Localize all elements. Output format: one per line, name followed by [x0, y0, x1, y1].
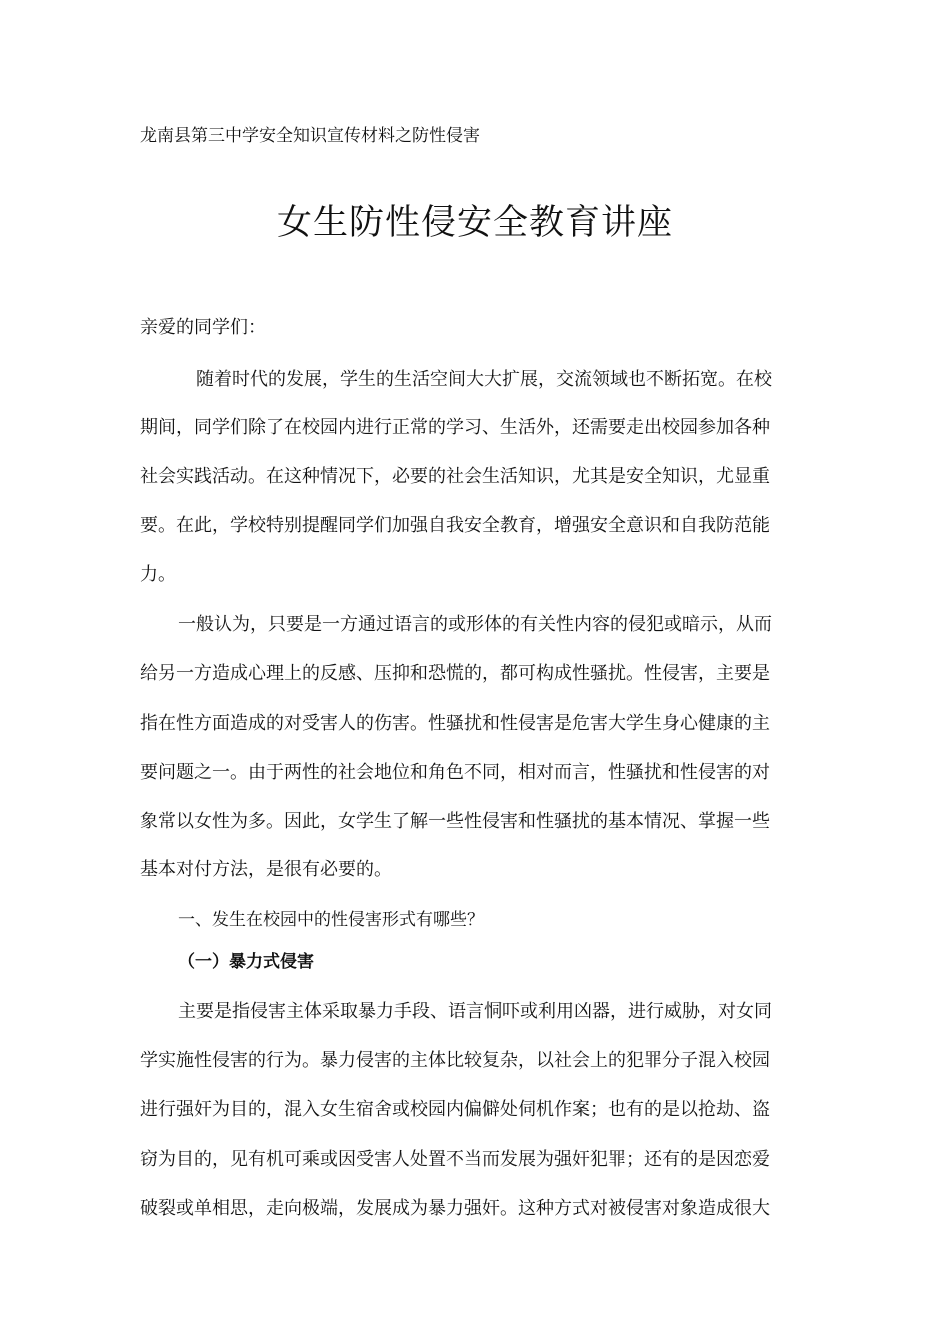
page-title: 女生防性侵安全教育讲座	[276, 203, 673, 243]
paragraph2-line: 象常以女性为多。因此，女学生了解一些性侵害和性骚扰的基本情况、掌握一些	[140, 811, 770, 832]
paragraph3-line: 主要是指侵害主体采取暴力手段、语言恫吓或利用凶器，进行威胁，对女同	[178, 1001, 772, 1022]
paragraph3-line: 窃为目的，见有机可乘或因受害人处置不当而发展为强奸犯罪；还有的是因恋爱	[140, 1149, 770, 1170]
greeting: 亲爱的同学们：	[140, 317, 266, 338]
subsection-heading: （一）暴力式侵害	[178, 952, 314, 972]
header-note: 龙南县第三中学安全知识宣传材料之防性侵害	[140, 126, 480, 146]
paragraph1-line: 力。	[140, 564, 176, 585]
section-heading: 一、发生在校园中的性侵害形式有哪些？	[178, 910, 484, 930]
paragraph2-line: 给另一方造成心理上的反感、压抑和恐慌的，都可构成性骚扰。性侵害，主要是	[140, 663, 770, 684]
paragraph1-line: 社会实践活动。在这种情况下，必要的社会生活知识，尤其是安全知识，尤显重	[140, 466, 770, 487]
paragraph3-line: 学实施性侵害的行为。暴力侵害的主体比较复杂，以社会上的犯罪分子混入校园	[140, 1050, 770, 1071]
paragraph1-line: 随着时代的发展，学生的生活空间大大扩展，交流领域也不断拓宽。在校	[196, 369, 772, 390]
paragraph2-line: 要问题之一。由于两性的社会地位和角色不同，相对而言，性骚扰和性侵害的对	[140, 762, 770, 783]
paragraph3-line: 破裂或单相思，走向极端，发展成为暴力强奸。这种方式对被侵害对象造成很大	[140, 1198, 770, 1219]
paragraph2-line: 基本对付方法，是很有必要的。	[140, 859, 392, 880]
paragraph1-line: 期间，同学们除了在校园内进行正常的学习、生活外，还需要走出校园参加各种	[140, 417, 770, 438]
paragraph1-line: 要。在此，学校特别提醒同学们加强自我安全教育，增强安全意识和自我防范能	[140, 515, 770, 536]
paragraph2-line: 指在性方面造成的对受害人的伤害。性骚扰和性侵害是危害大学生身心健康的主	[140, 713, 770, 734]
paragraph2-line: 一般认为，只要是一方通过语言的或形体的有关性内容的侵犯或暗示，从而	[178, 614, 772, 635]
paragraph3-line: 进行强奸为目的，混入女生宿舍或校园内偏僻处伺机作案；也有的是以抢劫、盗	[140, 1099, 770, 1120]
